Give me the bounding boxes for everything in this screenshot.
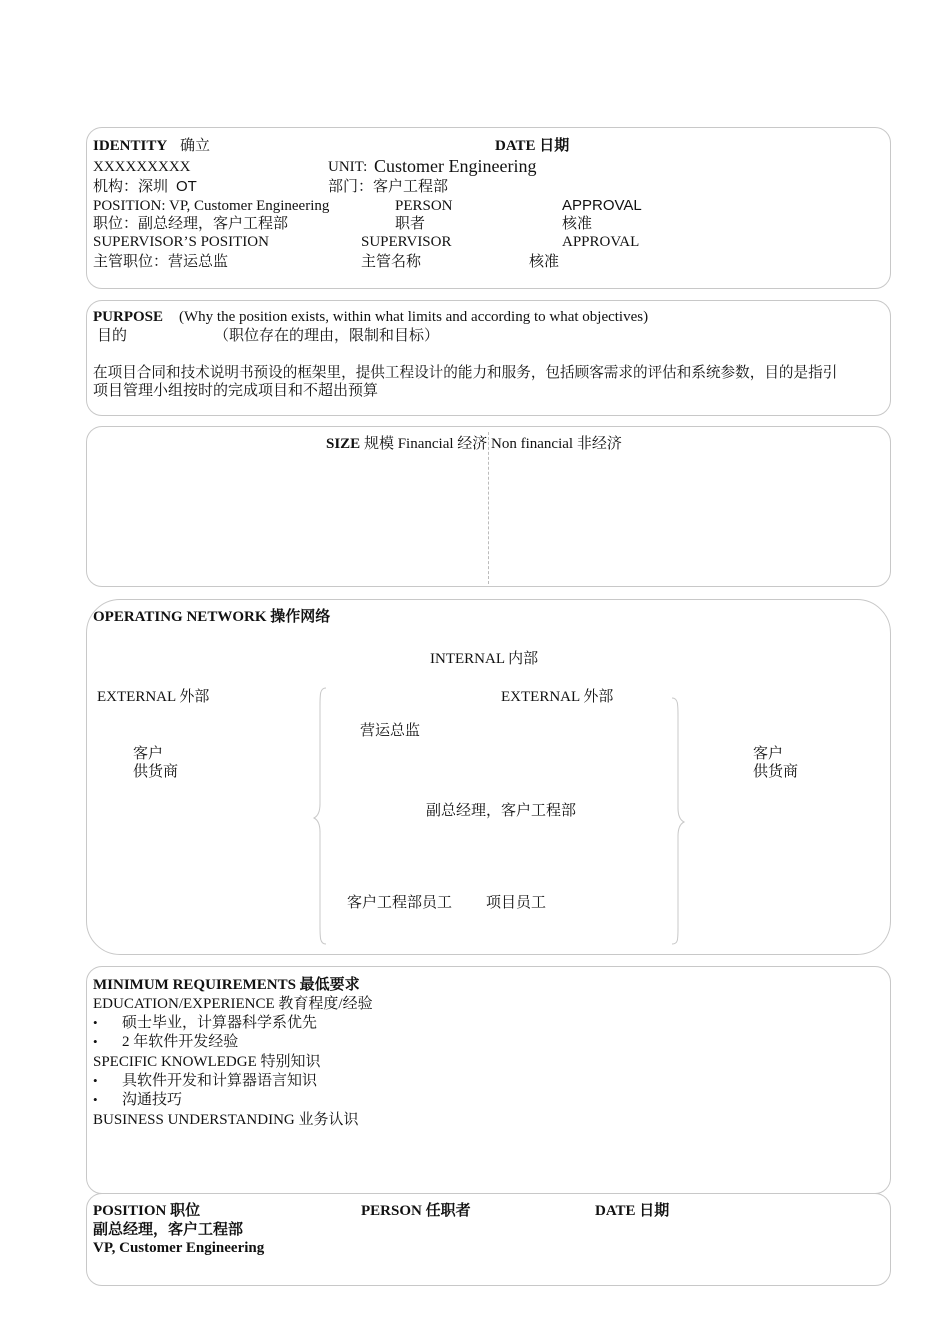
purpose-text-line2: 项目管理小组按时的完成项目和不超出预算 — [93, 383, 379, 399]
footer-person-label: PERSON 任职者 — [361, 1203, 471, 1219]
department: 部门：客户工程部 — [328, 179, 449, 195]
purpose-label: PURPOSE — [93, 309, 164, 325]
footer-position-en: VP, Customer Engineering — [93, 1240, 265, 1256]
bullet-icon: • — [93, 1015, 98, 1030]
purpose-desc: (Why the position exists, within what limits and according to what objectives) — [179, 309, 649, 325]
org-code: XXXXXXXXX — [93, 159, 191, 175]
education-item-2: 2 年软件开发经验 — [122, 1034, 239, 1050]
footer-position-label: POSITION 职位 — [93, 1203, 201, 1219]
right-brace — [668, 696, 688, 946]
supervisor-name-cn: 主管名称 — [361, 254, 422, 270]
supervisor-position-cn: 主管职位：营运总监 — [93, 254, 229, 270]
network-staff-1: 客户工程部员工 — [347, 895, 453, 911]
knowledge-item-1: 具软件开发和计算器语言知识 — [122, 1073, 318, 1089]
size-label: SIZE — [326, 436, 361, 452]
left-brace — [312, 686, 332, 946]
network-supervisor: 营运总监 — [360, 723, 421, 739]
date-label: DATE 日期 — [495, 138, 570, 154]
network-title: OPERATING NETWORK 操作网络 — [93, 609, 331, 625]
bullet-icon: • — [93, 1034, 98, 1049]
network-position: 副总经理，客户工程部 — [426, 803, 577, 819]
left-item-customer: 客户 — [133, 746, 164, 762]
unit-value: Customer Engineering — [374, 156, 537, 176]
unit-label: UNIT: — [328, 159, 368, 175]
supervisor-label: SUPERVISOR — [361, 234, 452, 250]
right-item-customer: 客户 — [753, 746, 784, 762]
supervisor-position: SUPERVISOR’S POSITION — [93, 234, 269, 250]
approval-cn: 核准 — [562, 216, 593, 232]
external-left-label: EXTERNAL 外部 — [97, 689, 210, 705]
right-item-supplier: 供货商 — [753, 764, 799, 780]
position-en: POSITION: VP, Customer Engineering — [93, 198, 330, 214]
knowledge-item-2: 沟通技巧 — [122, 1092, 183, 1108]
size-subtitle: 规模 Financial 经济 Non financial 非经济 — [363, 436, 622, 452]
approval-label-2: APPROVAL — [562, 234, 640, 250]
internal-label: INTERNAL 内部 — [430, 651, 539, 667]
purpose-text-line1: 在项目合同和技术说明书预设的框架里，提供工程设计的能力和服务，包括顾客需求的评估和系统参数，目的是指引 — [93, 365, 838, 381]
org-label: 机构：深圳 — [93, 179, 169, 195]
size-title — [326, 435, 622, 453]
left-item-supplier: 供货商 — [133, 764, 179, 780]
approval-cn-2: 核准 — [529, 254, 560, 270]
org-value: OT — [176, 178, 197, 195]
business-heading: BUSINESS UNDERSTANDING 业务认识 — [93, 1112, 359, 1128]
education-heading: EDUCATION/EXPERIENCE 教育程度/经验 — [93, 996, 373, 1012]
knowledge-heading: SPECIFIC KNOWLEDGE 特别知识 — [93, 1054, 321, 1070]
purpose-desc-cn: （职位存在的理由，限制和目标） — [214, 328, 440, 344]
position-cn: 职位：副总经理，客户工程部 — [93, 216, 289, 232]
person-cn: 职者 — [395, 216, 426, 232]
identity-label-cn: 确立 — [180, 138, 211, 154]
footer-position-cn: 副总经理，客户工程部 — [93, 1222, 244, 1238]
education-item-1: 硕士毕业，计算器科学系优先 — [122, 1015, 318, 1031]
size-divider — [488, 432, 489, 584]
person-label: PERSON — [395, 198, 453, 214]
approval-label: APPROVAL — [562, 197, 642, 214]
bullet-icon: • — [93, 1073, 98, 1088]
network-staff-2: 项目员工 — [486, 895, 547, 911]
requirements-title: MINIMUM REQUIREMENTS 最低要求 — [93, 977, 360, 993]
footer-date-label: DATE 日期 — [595, 1203, 670, 1219]
identity-label: IDENTITY — [93, 138, 168, 154]
bullet-icon: • — [93, 1092, 98, 1107]
purpose-label-cn: 目的 — [97, 328, 128, 344]
external-right-label: EXTERNAL 外部 — [501, 689, 614, 705]
